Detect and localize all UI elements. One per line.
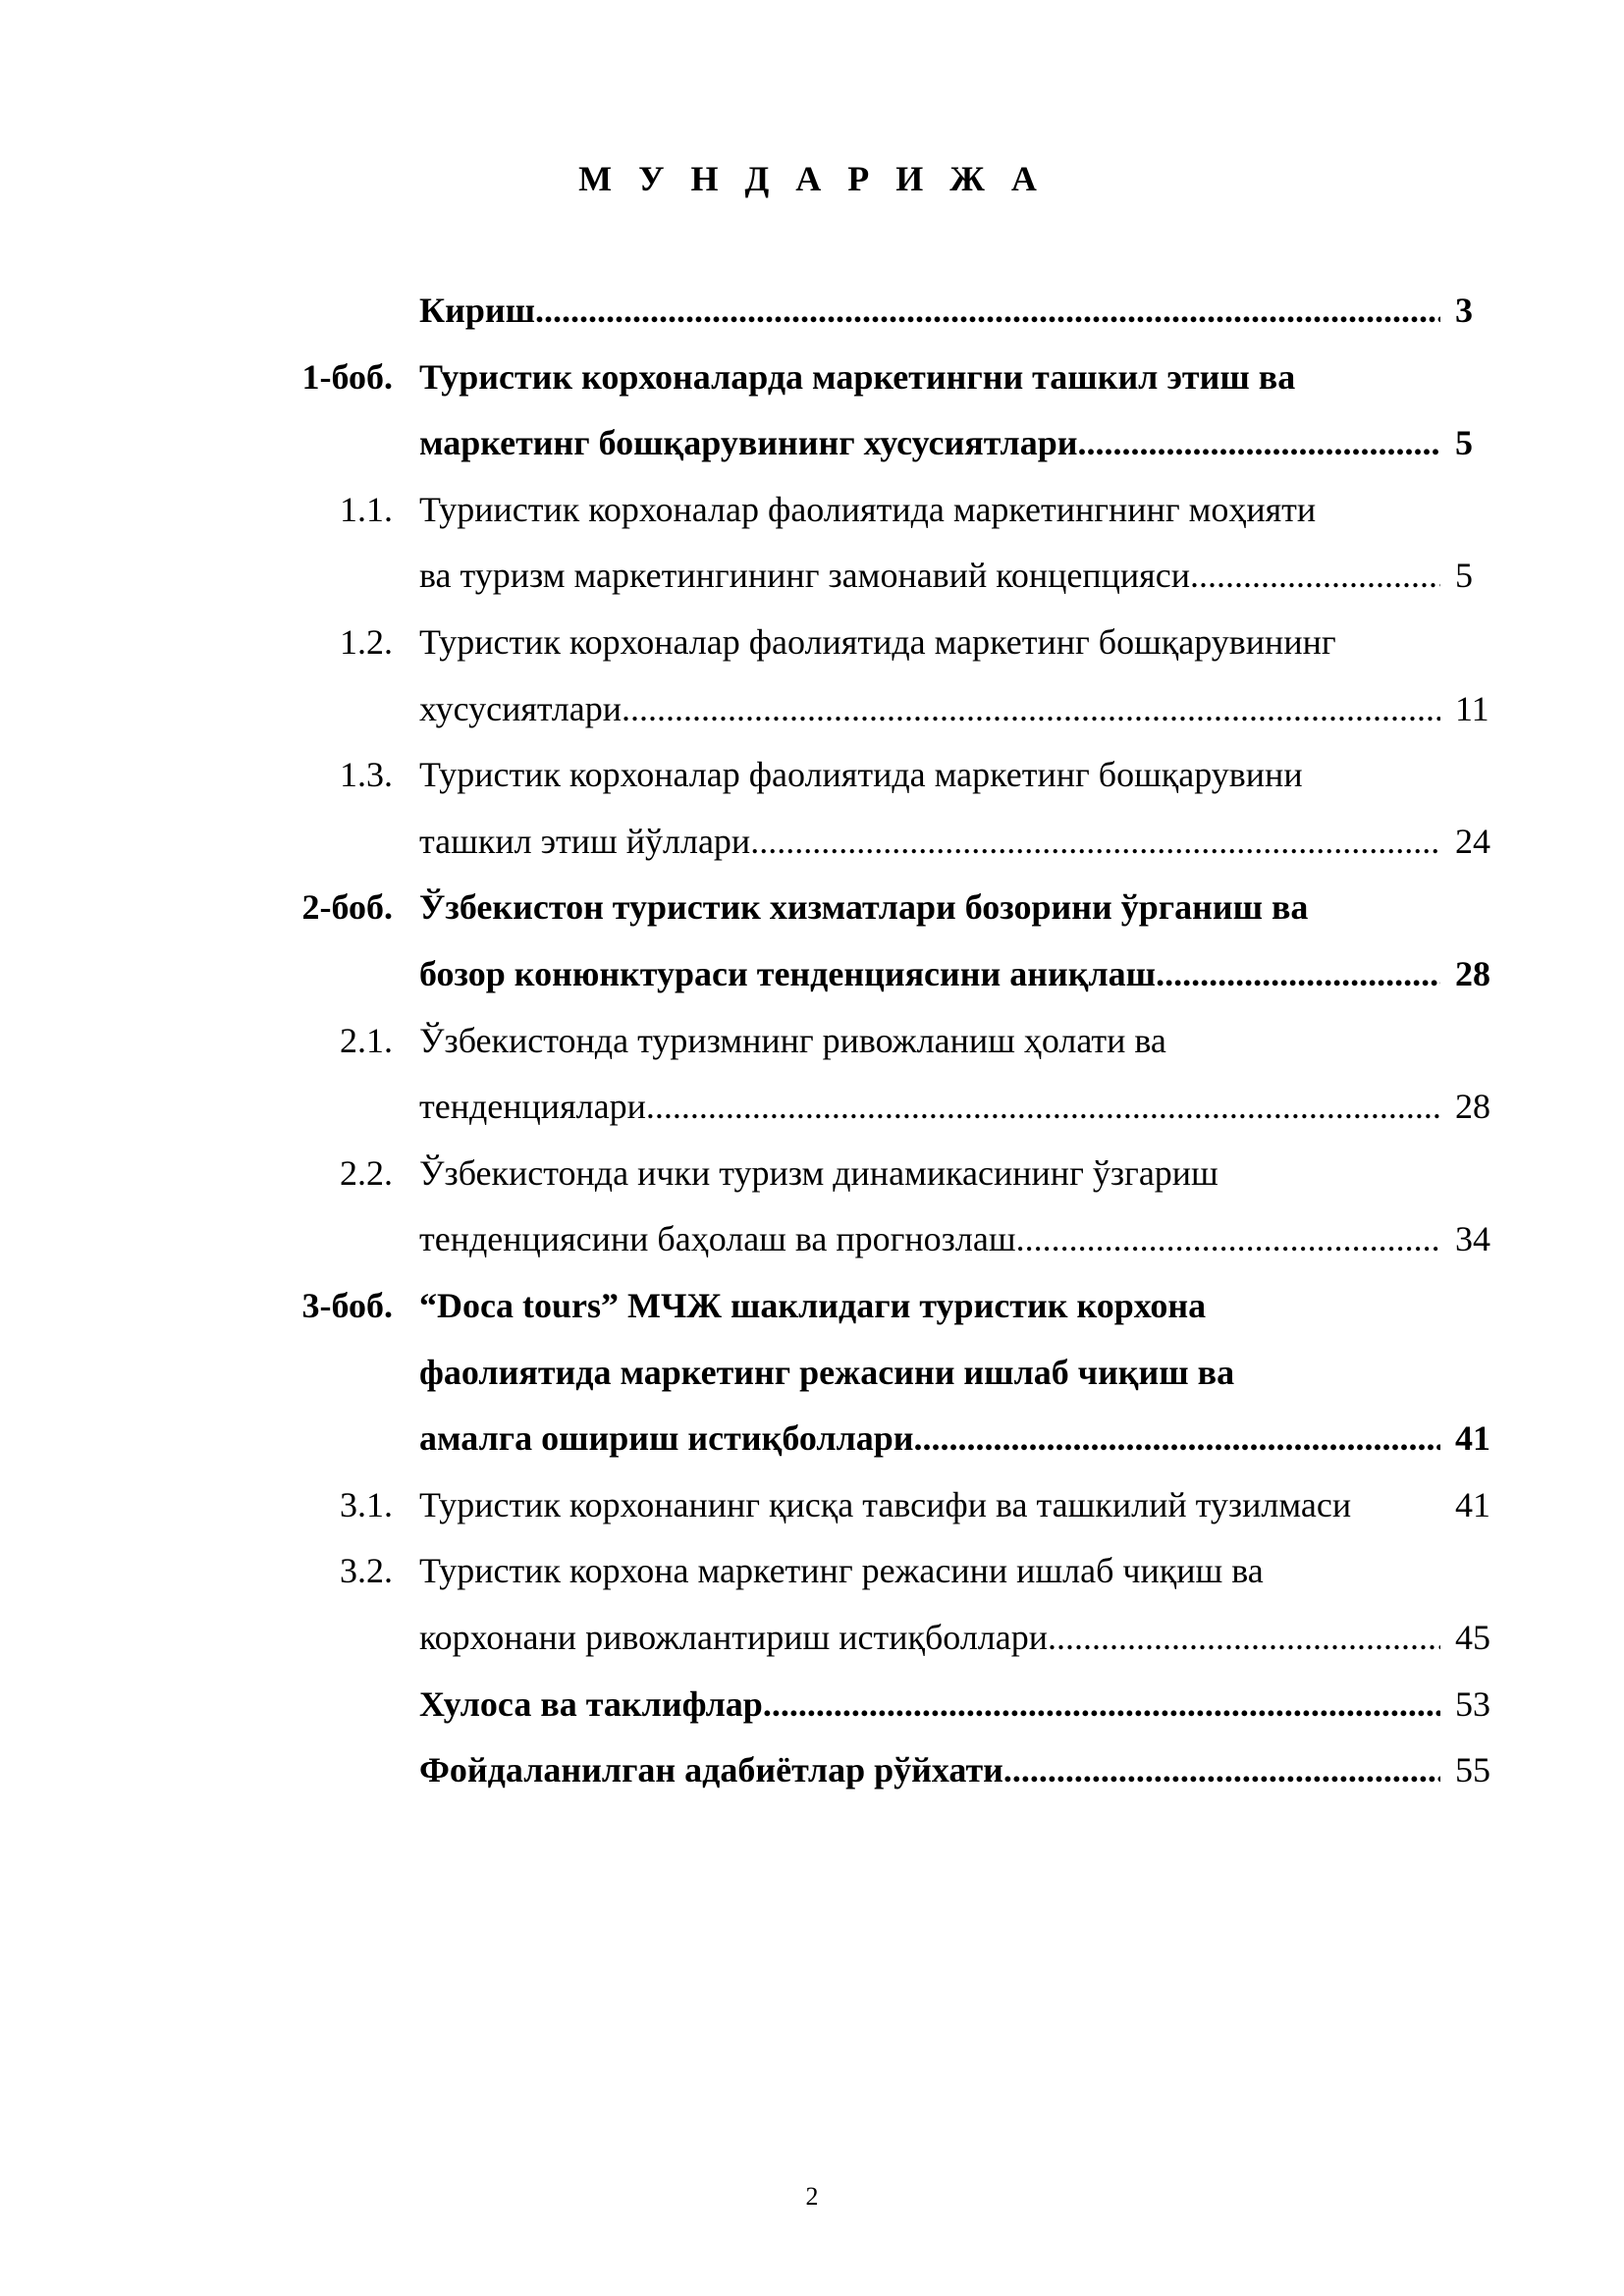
toc-entry-page: 41 [1455,1418,1490,1459]
toc-line [0,1215,1624,1262]
toc-entry-number: 3.1. [340,1484,393,1524]
toc-entry-number: 3.2. [340,1551,393,1591]
toc-entry-number: 1.2. [340,622,393,662]
toc-entry-leader [419,1215,1440,1262]
toc-line [0,1415,1624,1462]
dot-leader [1016,1215,1440,1262]
toc-entry-number: 1.3. [340,755,393,795]
toc-entry-page: 41 [1455,1484,1490,1524]
toc-line [0,486,1624,533]
toc-line [0,419,1624,466]
toc-entry-title: ва туризм маркетингининг замонавий концепцияси [419,556,1190,596]
toc-entry-leader [419,1681,1440,1728]
toc-line [0,618,1624,666]
dot-leader [914,1415,1440,1462]
toc-entry-title: Кириш [419,291,536,330]
toc-line [0,818,1624,865]
toc-entry-title: тенденциясини баҳолаш ва прогнозлаш [419,1219,1016,1259]
toc-entry-page: 28 [1455,954,1490,993]
toc-entry-number: 2.2. [340,1152,393,1193]
dot-leader [1003,1746,1440,1793]
toc-entry-page: 28 [1455,1087,1490,1127]
dot-leader [535,287,1440,334]
toc-entry-leader [419,685,1440,732]
toc-line [0,1681,1624,1728]
dot-leader [1156,950,1440,997]
toc-entry-title: бозор конюнктураси тенденциясини аниқлаш [419,954,1157,993]
toc-entry-title: тенденциялари [419,1087,646,1127]
toc-entry-leader [419,1415,1440,1462]
toc-entry-title: Туристик корхоналарда маркетингни ташкил этиш ва [419,356,1296,397]
dot-leader [750,818,1440,865]
toc-entry-title: Туристик корхоналар фаолиятида маркетинг бошқарувининг [419,622,1336,662]
toc-line [0,1149,1624,1197]
toc-entry-title: ташкил этиш йўллари [419,821,751,861]
dot-leader [1190,552,1440,599]
toc-entry-title: маркетинг бошқарувининг хусусиятлари [419,423,1078,463]
toc-entry-title: Ўзбекистонда ички туризм динамикасининг ўзгариш [419,1152,1218,1193]
toc-entry-leader [419,950,1440,997]
toc-line [0,1083,1624,1130]
toc-entry-leader [419,818,1440,865]
toc-line [0,353,1624,400]
toc-line [0,950,1624,997]
toc-entry-page: 53 [1455,1683,1490,1724]
page-number: 2 [805,2182,819,2211]
toc-entry-number: 3-боб. [301,1286,393,1325]
toc-entry-leader [419,287,1440,334]
toc-entry-page: 34 [1455,1219,1490,1259]
toc-entry-page: 24 [1455,821,1490,861]
toc-line [0,552,1624,599]
toc-entry-page: 55 [1455,1750,1490,1790]
toc-entry-page: 5 [1455,556,1473,596]
toc-entry-number: 2-боб. [301,887,393,928]
toc-entry-title: Хулоса ва таклифлар [419,1683,763,1724]
toc-entry-leader [419,1614,1440,1661]
toc-line [0,287,1624,334]
toc-line [0,1547,1624,1594]
toc-entry-page: 5 [1455,423,1473,463]
toc-entry-title: Фойдаланилган адабиётлар рўйхати [419,1750,1003,1790]
toc-entry-title: Ўзбекистон туристик хизматлари бозорини ўрганиш ва [419,887,1309,928]
toc-entry-leader [419,1746,1440,1793]
toc-line [0,883,1624,931]
toc-line [0,751,1624,798]
toc-entry-number: 1-боб. [301,356,393,397]
toc-entry-title: корхонани ривожлантириш истиқболлари [419,1618,1049,1657]
dot-leader [763,1681,1440,1728]
toc-line [0,1746,1624,1793]
dot-leader [646,1083,1440,1130]
toc-line [0,685,1624,732]
toc-entry-title: Туристик корхоналар фаолиятида маркетинг бошқарувини [419,755,1303,795]
toc-entry-title: Ўзбекистонда туризмнинг ривожланиш ҳолати ва [419,1020,1166,1060]
toc-entry-title: Туриистик корхоналар фаолиятида маркетингнинг моҳияти [419,489,1317,529]
toc-entry-number: 2.1. [340,1020,393,1060]
dot-leader [622,685,1440,732]
toc-line [0,1282,1624,1329]
toc-line [0,1614,1624,1661]
dot-leader [1077,419,1440,466]
toc-line [0,1017,1624,1064]
toc-entry-title: амалга ошириш истиқболлари [419,1418,914,1459]
toc-line [0,1481,1624,1528]
toc-line [0,1349,1624,1396]
page-title: М У Н Д А Р И Ж А [578,159,1046,198]
toc-entry-page: 45 [1455,1618,1490,1657]
toc-entry-page: 3 [1455,291,1473,330]
toc-entry-leader [419,419,1440,466]
toc-entry-title: Туристик корхонанинг қисқа тавсифи ва ташкилий тузилмаси [419,1484,1352,1524]
toc-entry-leader [419,552,1440,599]
toc-entry-leader [419,1083,1440,1130]
toc-entry-number: 1.1. [340,489,393,529]
toc-entry-title: фаолиятида маркетинг режасини ишлаб чиқиш ва [419,1352,1235,1392]
toc-entry-title: Туристик корхона маркетинг режасини ишлаб чиқиш ва [419,1551,1264,1591]
toc-entry-page: 11 [1455,688,1489,728]
dot-leader [1048,1614,1440,1661]
toc-entry-title: хусусиятлари [419,688,622,728]
toc-entry-title: “Doca tours” МЧЖ шаклидаги туристик корхона [419,1286,1207,1325]
